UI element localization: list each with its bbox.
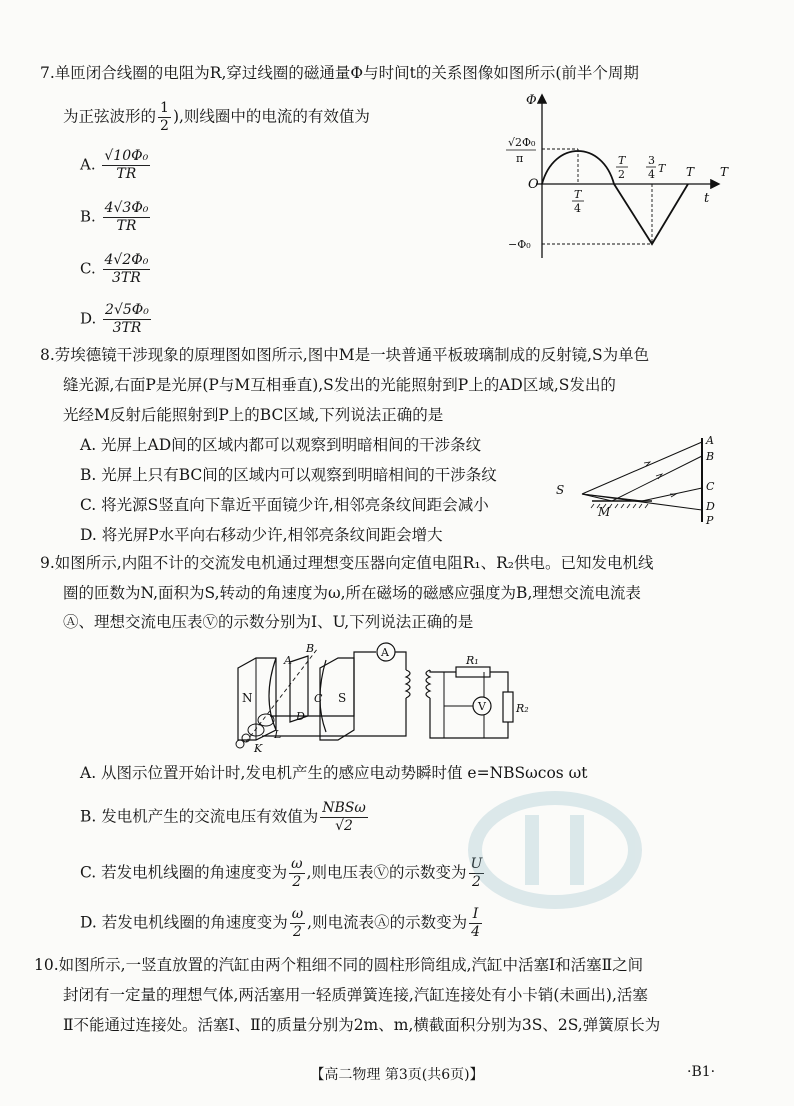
ammeter-label: A [381,646,389,659]
q9-line3: Ⓐ、理想交流电压表Ⓥ的示数分别为I、U,下列说法正确的是 [63,613,474,631]
q9-option-b: B. 发电机产生的交流电压有效值为 $\frac{\text{NBSω}}{√2}$ [80,800,366,834]
wire-secondary-loop [430,672,508,738]
label-c: C [706,480,715,493]
y-bottom-label: −Φ₀ [508,238,531,251]
y-top-den: π [516,152,524,165]
q7-line2: 为正弦波形的 $\frac{1}{2}$ ),则线圈中的电流的有效值为 [63,100,370,134]
q8-lloyd-mirror-figure [552,432,727,528]
q7-option-a: A. $\frac{\text{√10Φ₀}}{TR}$ [80,148,149,182]
watermark-logo [470,795,640,905]
q8-option-d: D. 将光屏P水平向右移动少许,相邻亮条纹间距会增大 [80,526,443,544]
q10-line2: 封闭有一定量的理想气体,两活塞用一轻质弹簧连接,汽缸连接处有小卡销(未画出),活塞 [63,986,648,1004]
secondary-coil [426,670,430,698]
t-3q-num: 3 [648,154,655,167]
q8-option-a: A. 光屏上AD间的区域内都可以观察到明暗相间的干涉条纹 [80,436,482,454]
label-p: P [706,514,714,527]
t-quarter-num: T [574,188,582,201]
label-s: S [556,483,565,497]
flux-linear-segment [614,184,688,244]
label-b: B [706,450,715,463]
q7-option-c: C. $\frac{\text{4√2Φ₀}}{3TR}$ [80,252,149,286]
label-d: D [296,710,305,723]
label-r1: R₁ [466,654,479,667]
wire-secondary-top [430,670,456,672]
brush-l [236,740,244,748]
wire-primary-top [395,652,406,670]
label-s: S [338,691,347,705]
q8-line3: 光经M反射后能照射到P上的BC区域,下列说法正确的是 [63,406,444,424]
t-half-num: T [618,154,626,167]
q7-line1: 7.单匝闭合线圈的电阻为R,穿过线圈的磁通量Φ与时间t的关系图像如图所示(前半个周期 [40,64,639,82]
wire-bottom [262,698,406,736]
resistor-r2 [503,692,513,722]
q7-option-d: D. $\frac{\text{2√5Φ₀}}{3TR}$ [80,302,149,336]
t-axis-end-label: T [720,165,729,179]
q9-option-c: C. 若发电机线圈的角速度变为 $\frac{\omega}{2}$ ,则电压表Ⓥ的示数变为 $\frac{U}{2}$ [80,856,483,890]
label-c: C [314,692,323,705]
q9-option-d: D. 若发电机线圈的角速度变为 $\frac{\omega}{2}$ ,则电流表Ⓐ的示数变为 $\frac{I}{4}$ [80,906,481,940]
t-quarter-den: 4 [574,202,581,215]
primary-coil [406,670,410,698]
q8-option-b: B. 光屏上只有BC间的区域内可以观察到明暗相间的干涉条纹 [80,466,497,484]
ray-reflected-b [612,456,702,501]
label-l: L [274,728,282,741]
t-3q-den: 4 [648,168,655,181]
t-3q-suffix: T [658,162,666,175]
label-k: K [254,742,263,755]
q9-line1: 9.如图所示,内阻不计的交流发电机通过理想变压器向定值电阻R₁、R₂供电。已知发电机线 [40,554,654,572]
q8-line2: 缝光源,右面P是光屏(P与M互相垂直),S发出的光能照射到P上的AD区域,S发出的 [63,376,616,394]
q9-option-a: A. 从图示位置开始计时,发电机产生的感应电动势瞬时值 e=NBSωcos ωt [80,764,588,782]
voltmeter-label: V [478,700,486,713]
label-d: D [706,500,715,513]
rotation-axis [246,648,318,742]
y-top-num: √2Φ₀ [508,136,536,149]
label-a: A [284,654,292,667]
brush-k [242,734,250,742]
label-n: N [242,691,253,705]
q10-line3: Ⅱ不能通过连接处。活塞Ⅰ、Ⅱ的质量分别为2m、m,横截面积分别为3S、2S,弹簧原长为 [63,1016,661,1034]
magnet-n-face [269,658,276,730]
y-axis-label: Φ [526,93,537,108]
x-axis-label: t [704,191,710,206]
ray-reflected-c [642,488,702,501]
t-full-label: T [686,165,695,179]
q8-line1: 8.劳埃德镜干涉现象的原理图如图所示,图中M是一块普通平板玻璃制成的反射镜,S为单色 [40,346,650,364]
label-m: M [598,505,611,519]
page-code: ·B1· [687,1064,716,1080]
ray-to-mirror-2 [582,494,642,501]
label-r2: R₂ [516,702,529,715]
label-b: B [306,642,315,655]
page-footer: 【高二物理 第3页(共6页)】 [310,1067,484,1083]
origin-label: O [528,177,539,192]
q7-flux-graph [490,88,730,263]
q8-option-c: C. 将光源S竖直向下靠近平面镜少许,相邻亮条纹间距会减小 [80,496,489,514]
q9-generator-circuit-figure [226,640,529,755]
q10-line1: 10.如图所示,一竖直放置的汽缸由两个粗细不同的圆柱形筒组成,汽缸中活塞Ⅰ和活塞Ⅱ之间 [34,956,644,974]
resistor-r1 [456,667,490,677]
t-half-den: 2 [618,168,625,181]
label-a: A [706,434,714,447]
q9-line2: 圈的匝数为N,面积为S,转动的角速度为ω,所在磁场的磁感应强度为B,理想交流电流表 [63,584,641,602]
q7-option-b: B. $\frac{\text{4√3Φ₀}}{TR}$ [80,200,149,234]
